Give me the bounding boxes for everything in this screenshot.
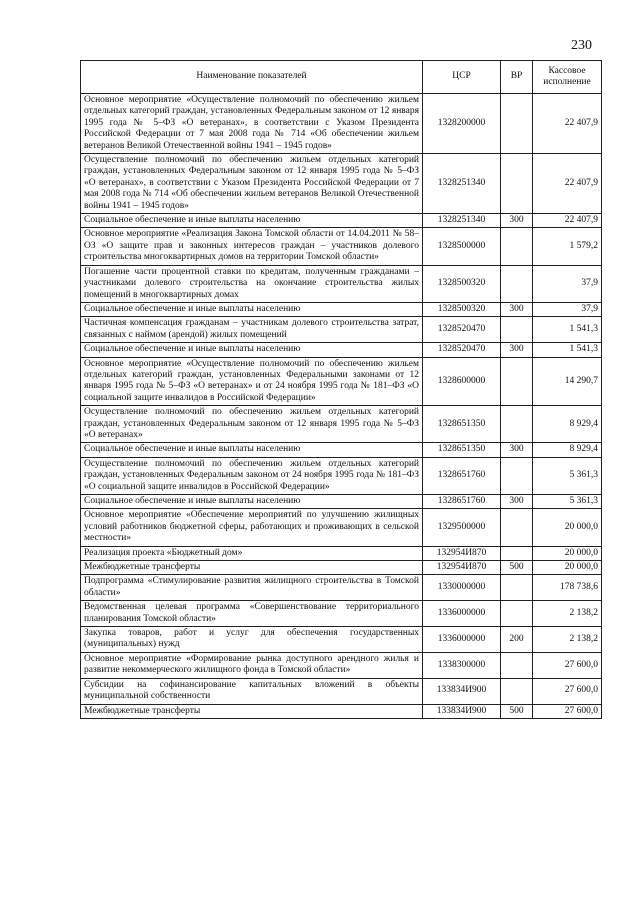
header-cash-execution: Кассовое исполнение	[533, 61, 602, 94]
row-csr-code: 1338300000	[423, 652, 501, 678]
row-cash-amount: 20 000,0	[533, 509, 602, 546]
row-csr-code: 1328600000	[423, 357, 501, 406]
table-row	[81, 317, 602, 343]
table-row	[81, 302, 602, 316]
row-indicator-name: Социальное обеспечение и иные выплаты населению	[81, 214, 423, 228]
row-cash-amount: 20 000,0	[533, 561, 602, 575]
table-row	[81, 457, 602, 494]
row-vr-code	[501, 154, 533, 214]
row-csr-code: 1330000000	[423, 575, 501, 601]
table-row	[81, 575, 602, 601]
row-cash-amount: 37,9	[533, 265, 602, 302]
row-csr-code: 1328651350	[423, 406, 501, 443]
row-indicator-name: Межбюджетные трансферты	[81, 561, 423, 575]
row-csr-code: 1328500320	[423, 265, 501, 302]
row-csr-code: 1328500000	[423, 228, 501, 265]
row-vr-code: 300	[501, 214, 533, 228]
row-vr-code	[501, 357, 533, 406]
row-cash-amount: 8 929,4	[533, 406, 602, 443]
row-cash-amount: 5 361,3	[533, 457, 602, 494]
row-cash-amount: 1 579,2	[533, 228, 602, 265]
row-cash-amount: 178 738,6	[533, 575, 602, 601]
table-row	[81, 627, 602, 653]
row-csr-code: 1328520470	[423, 317, 501, 343]
row-csr-code: 1328651760	[423, 495, 501, 509]
row-indicator-name: Социальное обеспечение и иные выплаты населению	[81, 443, 423, 457]
row-indicator-name: Основное мероприятие «Формирование рынка доступного арендного жилья и развитие некоммерческого жилищного фонда в Томской области»	[81, 652, 423, 678]
row-vr-code	[501, 94, 533, 154]
row-indicator-name: Реализация проекта «Бюджетный дом»	[81, 546, 423, 560]
row-vr-code: 200	[501, 627, 533, 653]
header-indicator-name: Наименование показателей	[81, 61, 423, 94]
row-vr-code	[501, 575, 533, 601]
row-indicator-name: Основное мероприятие «Реализация Закона Томской области от 14.04.2011 № 58–ОЗ «О защите прав и законных интересов граждан – участников долевого строительства многоквартирных домов на территории Томской области»	[81, 228, 423, 265]
table-row	[81, 601, 602, 627]
row-csr-code: 1328251340	[423, 154, 501, 214]
row-cash-amount: 27 600,0	[533, 652, 602, 678]
row-indicator-name: Основное мероприятие «Осуществление полномочий по обеспечению жильем отдельных категорий граждан, установленных Федеральными законами от 12 января 1995 года № 5–ФЗ «О ветеранах» и от 24 ноября 1995 года № 181–ФЗ «О социальной защите инвалидов в Российской Федерации»	[81, 357, 423, 406]
row-csr-code: 132954И870	[423, 561, 501, 575]
row-indicator-name: Социальное обеспечение и иные выплаты населению	[81, 343, 423, 357]
row-vr-code: 300	[501, 302, 533, 316]
row-cash-amount: 22 407,9	[533, 94, 602, 154]
row-indicator-name: Основное мероприятие «Обеспечение мероприятий по улучшению жилищных условий работников бюджетной сферы, работающих и проживающих в сельской местности»	[81, 509, 423, 546]
row-csr-code: 133834И900	[423, 678, 501, 704]
row-cash-amount: 27 600,0	[533, 678, 602, 704]
row-cash-amount: 2 138,2	[533, 627, 602, 653]
row-vr-code	[501, 406, 533, 443]
row-csr-code: 1328520470	[423, 343, 501, 357]
row-indicator-name: Частичная компенсация гражданам – участникам долевого строительства затрат, связанных с наймом (арендой) жилых помещений	[81, 317, 423, 343]
table-header-row	[81, 61, 602, 94]
row-csr-code: 1328651760	[423, 457, 501, 494]
row-indicator-name: Межбюджетные трансферты	[81, 704, 423, 718]
table-row	[81, 509, 602, 546]
row-csr-code: 1329500000	[423, 509, 501, 546]
row-vr-code	[501, 546, 533, 560]
row-indicator-name: Осуществление полномочий по обеспечению жильем отдельных категорий граждан, установленных Федеральным законом от 24 ноября 1995 года № 181–ФЗ «О социальной защите инвалидов в Российской Федерации»	[81, 457, 423, 494]
table-row	[81, 228, 602, 265]
budget-execution-table	[80, 60, 602, 719]
row-cash-amount: 37,9	[533, 302, 602, 316]
row-csr-code: 1336000000	[423, 601, 501, 627]
row-csr-code: 133834И900	[423, 704, 501, 718]
row-vr-code: 500	[501, 704, 533, 718]
table-row	[81, 94, 602, 154]
table-row	[81, 154, 602, 214]
row-csr-code: 1328651350	[423, 443, 501, 457]
table-row	[81, 357, 602, 406]
table-row	[81, 495, 602, 509]
row-csr-code: 1336000000	[423, 627, 501, 653]
row-vr-code: 300	[501, 343, 533, 357]
row-cash-amount: 27 600,0	[533, 704, 602, 718]
table-row	[81, 214, 602, 228]
row-indicator-name: Социальное обеспечение и иные выплаты населению	[81, 302, 423, 316]
row-indicator-name: Основное мероприятие «Осуществление полномочий по обеспечению жильем отдельных категорий граждан, установленных Федеральным законом от 12 января 1995 года № 5–ФЗ «О ветеранах», в соответствии с Указом Президента Российской Федерации от 7 мая 2008 года № 714 «Об обеспечении жильем ветеранов Великой Отечественной войны 1941 – 1945 годов»	[81, 94, 423, 154]
row-vr-code: 500	[501, 561, 533, 575]
row-cash-amount: 22 407,9	[533, 154, 602, 214]
row-csr-code: 1328251340	[423, 214, 501, 228]
row-indicator-name: Социальное обеспечение и иные выплаты населению	[81, 495, 423, 509]
row-vr-code	[501, 601, 533, 627]
row-cash-amount: 5 361,3	[533, 495, 602, 509]
row-csr-code: 1328200000	[423, 94, 501, 154]
table-row	[81, 561, 602, 575]
table-row	[81, 443, 602, 457]
row-vr-code	[501, 652, 533, 678]
row-cash-amount: 1 541,3	[533, 343, 602, 357]
table-row	[81, 343, 602, 357]
row-cash-amount: 8 929,4	[533, 443, 602, 457]
row-indicator-name: Осуществление полномочий по обеспечению жильем отдельных категорий граждан, установленных Федеральным законом от 12 января 1995 года № 5–ФЗ «О ветеранах», в соответствии с Указом Президента Российской Федерации от 7 мая 2008 года № 714 «Об обеспечении жильем ветеранов Великой Отечественной войны 1941 – 1945 годов»	[81, 154, 423, 214]
row-csr-code: 1328500320	[423, 302, 501, 316]
row-indicator-name: Субсидии на софинансирование капитальных вложений в объекты муниципальной собственности	[81, 678, 423, 704]
header-csr: ЦСР	[423, 61, 501, 94]
table-row	[81, 652, 602, 678]
row-vr-code: 300	[501, 443, 533, 457]
row-cash-amount: 2 138,2	[533, 601, 602, 627]
row-indicator-name: Осуществление полномочий по обеспечению жильем отдельных категорий граждан, установленных Федеральным законом от 12 января 1995 года № 5–ФЗ «О ветеранах»	[81, 406, 423, 443]
row-vr-code	[501, 457, 533, 494]
row-vr-code: 300	[501, 495, 533, 509]
header-vr: ВР	[501, 61, 533, 94]
table-body	[81, 94, 602, 719]
table-row	[81, 546, 602, 560]
row-indicator-name: Подпрограмма «Стимулирование развития жилищного строительства в Томской области»	[81, 575, 423, 601]
row-cash-amount: 22 407,9	[533, 214, 602, 228]
row-csr-code: 132954И870	[423, 546, 501, 560]
row-indicator-name: Погашение части процентной ставки по кредитам, полученным гражданами – участниками долевого строительства на окончание строительства жилых помещений в многоквартирных домах	[81, 265, 423, 302]
row-vr-code	[501, 265, 533, 302]
row-cash-amount: 14 290,7	[533, 357, 602, 406]
table-row	[81, 678, 602, 704]
row-indicator-name: Закупка товаров, работ и услуг для обеспечения государственных (муниципальных) нужд	[81, 627, 423, 653]
row-vr-code	[501, 228, 533, 265]
row-cash-amount: 20 000,0	[533, 546, 602, 560]
table-row	[81, 406, 602, 443]
row-cash-amount: 1 541,3	[533, 317, 602, 343]
row-vr-code	[501, 317, 533, 343]
table-row	[81, 704, 602, 718]
row-vr-code	[501, 509, 533, 546]
row-vr-code	[501, 678, 533, 704]
row-indicator-name: Ведомственная целевая программа «Совершенствование территориального планирования Томской области»	[81, 601, 423, 627]
table-row	[81, 265, 602, 302]
page-number: 230	[571, 38, 592, 53]
